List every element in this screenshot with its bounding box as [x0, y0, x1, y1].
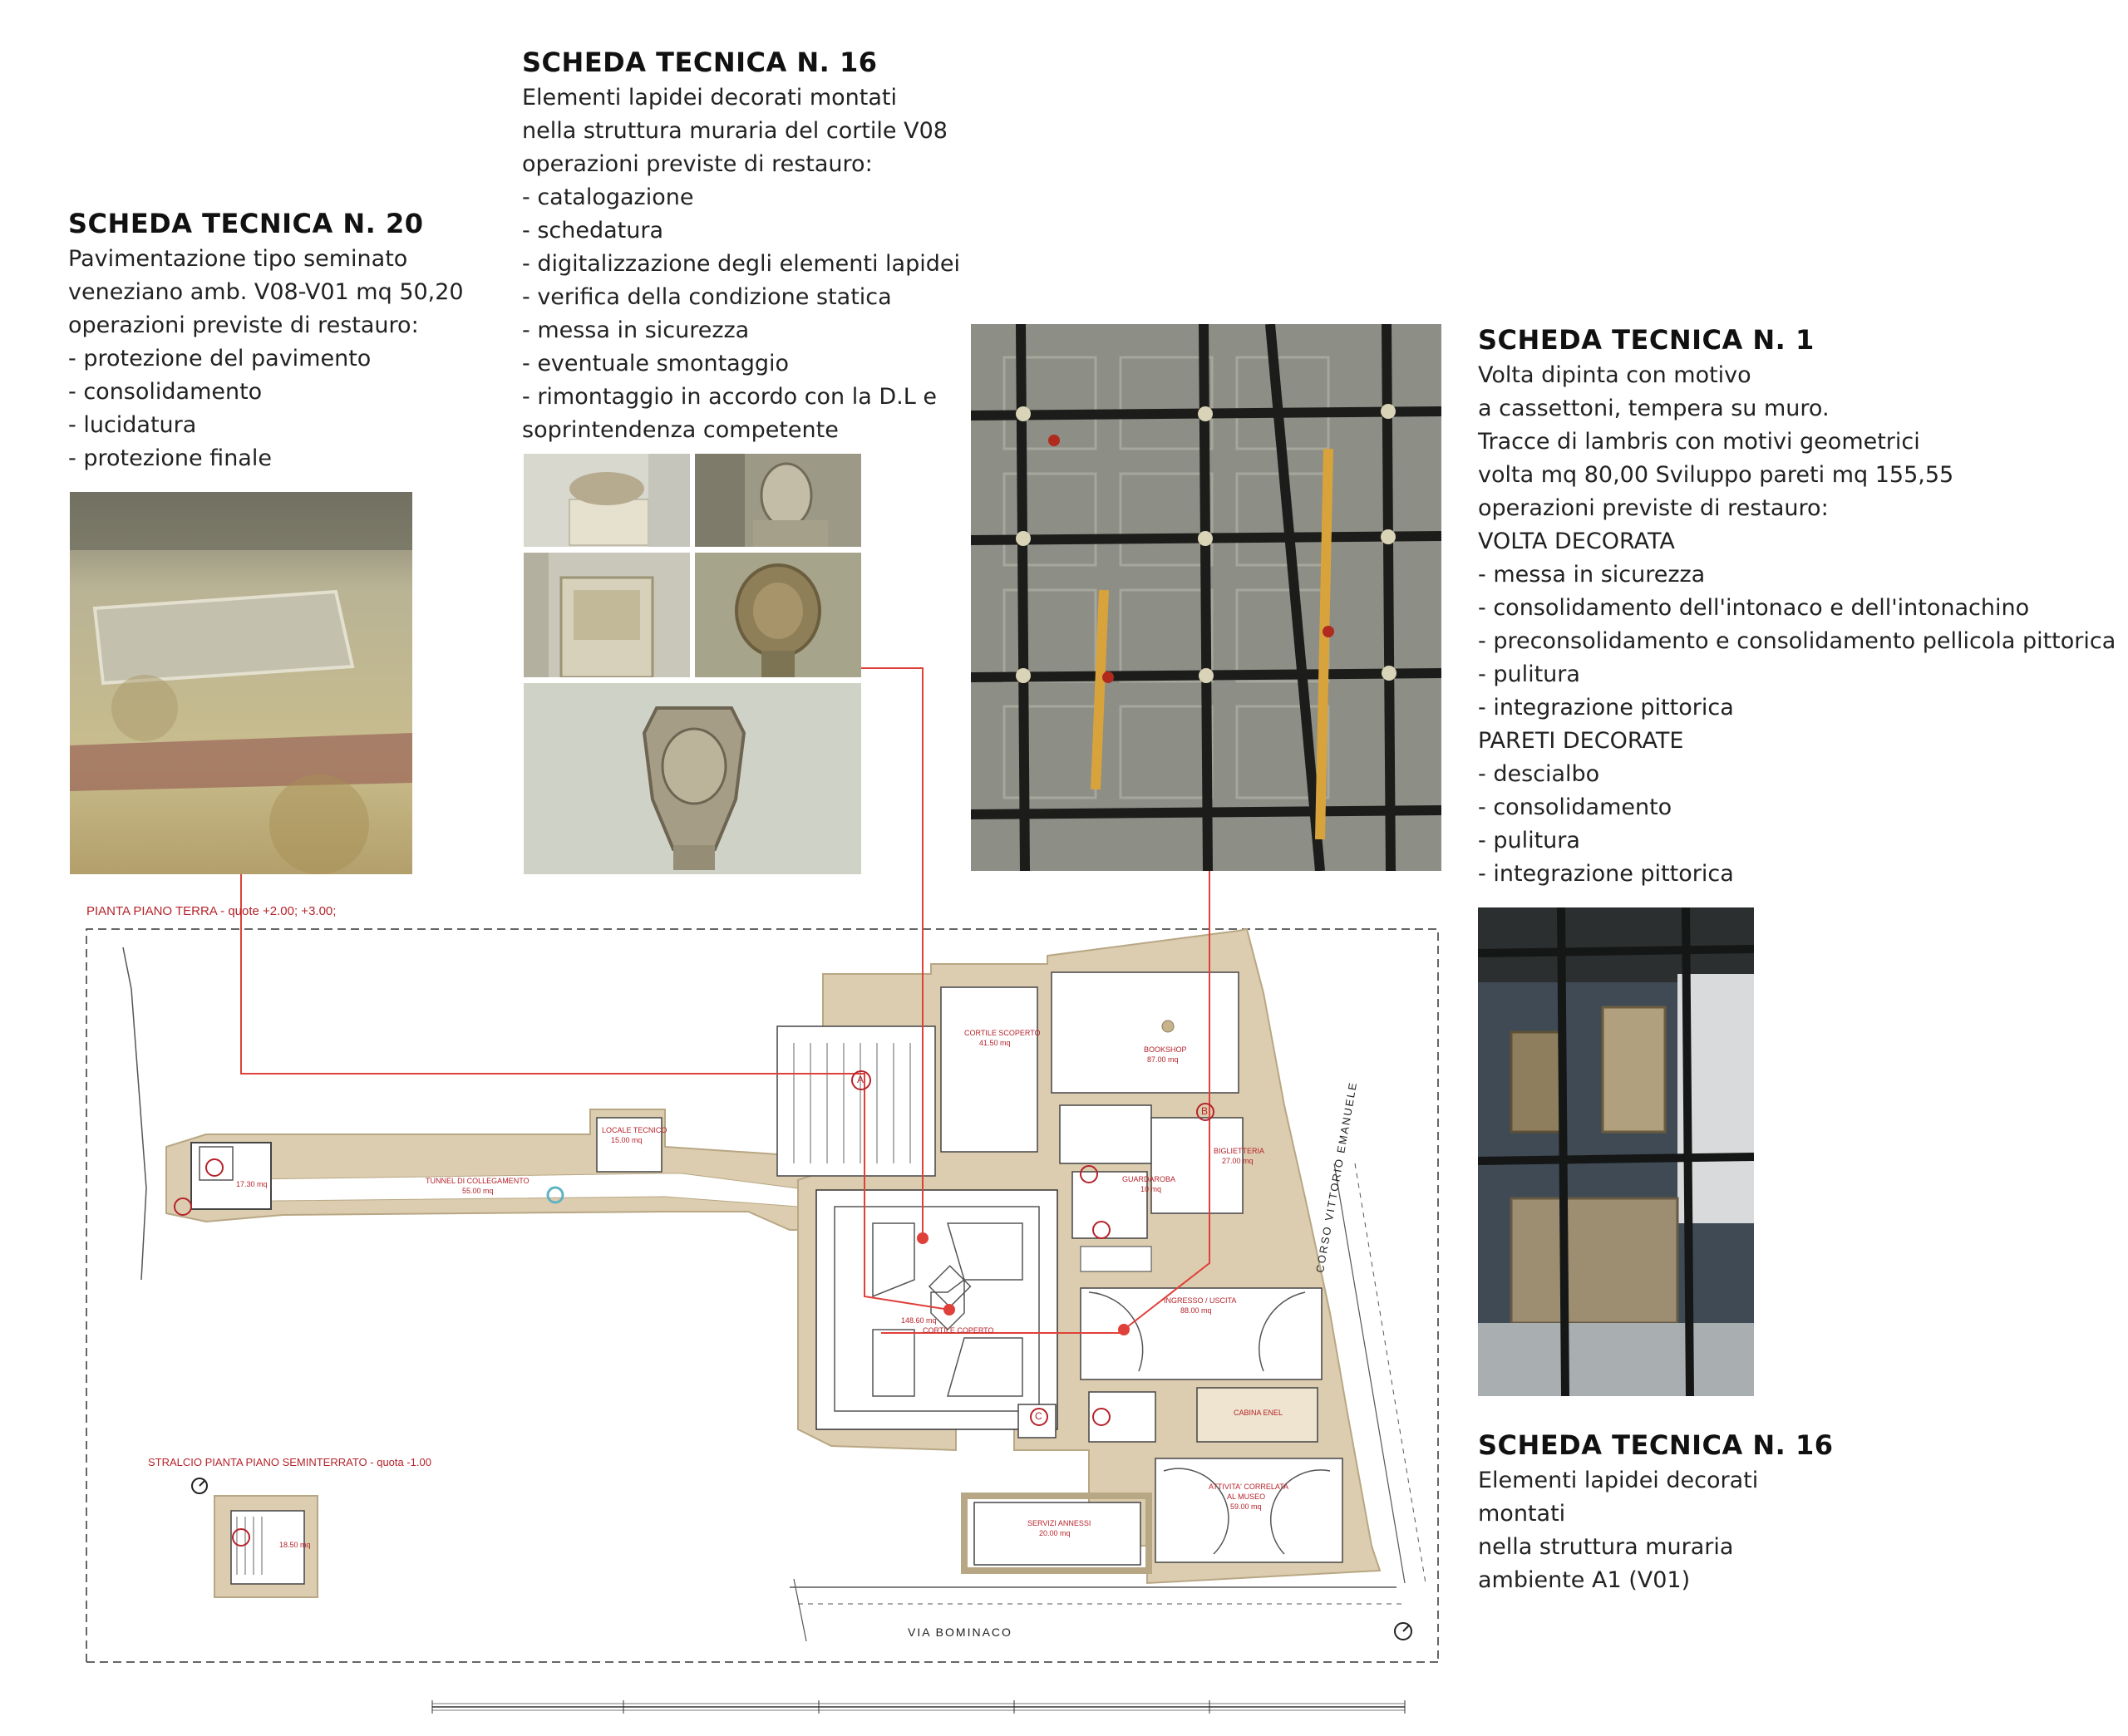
room-cabina: CABINA ENEL	[1234, 1409, 1283, 1417]
room-attivita-area: 59.00 mq	[1230, 1502, 1262, 1511]
room-guardaroba: GUARDAROBA	[1122, 1175, 1176, 1183]
card-line: ambiente A1 (V01)	[1478, 1567, 1691, 1593]
card-line: - verifica della condizione statica	[522, 284, 892, 310]
card-line: - protezione del pavimento	[68, 346, 372, 371]
card-title: SCHEDA TECNICA N. 1	[1478, 324, 1815, 356]
card-line: nella struttura muraria	[1478, 1534, 1734, 1560]
card-line: operazioni previste di restauro:	[522, 151, 873, 177]
card-line: - eventuale smontaggio	[522, 351, 790, 376]
card-line: montati	[1478, 1501, 1566, 1527]
room-tunnel-area: 55.00 mq	[462, 1187, 494, 1195]
card-title: SCHEDA TECNICA N. 20	[68, 208, 424, 239]
card-line: - protezione finale	[68, 445, 272, 471]
card-line: - consolidamento	[1478, 794, 1672, 820]
card-line: Pavimentazione tipo seminato	[68, 246, 408, 272]
card-line: - integrazione pittorica	[1478, 695, 1734, 720]
card-line: Tracce di lambris con motivi geometrici	[1478, 429, 1920, 455]
card-line: - consolidamento	[68, 379, 263, 405]
room-cortile-coperto: CORTILE COPERTO	[923, 1326, 994, 1335]
card-line: - lucidatura	[68, 412, 197, 438]
room-stair-area: 17.30 mq	[236, 1180, 268, 1188]
room-ingresso: INGRESSO / USCITA	[1164, 1296, 1237, 1305]
card-line: - digitalizzazione degli elementi lapidei	[522, 251, 960, 277]
card-title: SCHEDA TECNICA N. 16	[522, 47, 878, 78]
card-line: - descialbo	[1478, 761, 1600, 787]
room-cortile-coperto-area: 148.60 mq	[901, 1316, 937, 1325]
room-bookshop-area: 87.00 mq	[1147, 1055, 1179, 1064]
card-line: Volta dipinta con motivo	[1478, 362, 1751, 388]
card-line: - messa in sicurezza	[522, 317, 750, 343]
room-cortile-scoperto: CORTILE SCOPERTO	[964, 1029, 1041, 1037]
street-bottom: VIA BOMINACO	[908, 1625, 1012, 1639]
room-ingresso-area: 88.00 mq	[1180, 1306, 1212, 1315]
card-line: operazioni previste di restauro:	[1478, 495, 1829, 521]
room-bookshop: BOOKSHOP	[1144, 1045, 1187, 1054]
card-line: - catalogazione	[522, 184, 694, 210]
card-line: volta mq 80,00 Sviluppo pareti mq 155,55	[1478, 462, 1954, 488]
room-biglietteria: BIGLIETTERIA	[1214, 1147, 1265, 1155]
room-attivita: ATTIVITA' CORRELATA	[1209, 1483, 1289, 1491]
card-line: a cassettoni, tempera su muro.	[1478, 396, 1830, 421]
card-line: - preconsolidamento e consolidamento pellicola pittorica	[1478, 628, 2116, 654]
room-locale-tecnico: LOCALE TECNICO	[602, 1126, 667, 1134]
room-tunnel: TUNNEL DI COLLEGAMENTO	[426, 1177, 530, 1185]
room-basement-area: 18.50 mq	[279, 1541, 311, 1549]
room-locale-tecnico-area: 15.00 mq	[611, 1136, 643, 1144]
card-line: Elementi lapidei decorati	[1478, 1468, 1759, 1493]
card-line: - consolidamento dell'intonaco e dell'intonachino	[1478, 595, 2030, 621]
card-line: PARETI DECORATE	[1478, 728, 1684, 754]
room-servizi-area: 20.00 mq	[1039, 1529, 1071, 1537]
room-attivita-2: AL MUSEO	[1227, 1493, 1266, 1501]
card-line: - integrazione pittorica	[1478, 861, 1734, 887]
marker-c: C	[1035, 1410, 1042, 1422]
room-guardaroba-area: 10 mq	[1140, 1185, 1162, 1193]
marker-a: A	[857, 1074, 864, 1085]
card-line: - pulitura	[1478, 661, 1580, 687]
card-line: soprintendenza competente	[522, 417, 839, 443]
room-biglietteria-area: 27.00 mq	[1222, 1157, 1254, 1165]
card-line: nella struttura muraria del cortile V08	[522, 118, 948, 144]
marker-b: B	[1201, 1105, 1209, 1117]
plan-title: PIANTA PIANO TERRA - quote +2.00; +3.00;	[86, 904, 337, 918]
card-title: SCHEDA TECNICA N. 16	[1478, 1429, 1834, 1461]
card-line: veneziano amb. V08-V01 mq 50,20	[68, 279, 464, 305]
basement-title: STRALCIO PIANTA PIANO SEMINTERRATO - quota -1.00	[148, 1456, 431, 1468]
street-right: CORSO VITTORIO EMANUELE	[1313, 1079, 1360, 1274]
card-line: - schedatura	[522, 218, 663, 243]
room-cortile-scoperto-area: 41.50 mq	[979, 1039, 1011, 1047]
card-line: Elementi lapidei decorati montati	[522, 85, 897, 111]
room-servizi: SERVIZI ANNESSI	[1027, 1519, 1091, 1527]
card-line: VOLTA DECORATA	[1478, 529, 1675, 554]
card-line: - rimontaggio in accordo con la D.L e	[522, 384, 937, 410]
card-line: operazioni previste di restauro:	[68, 312, 419, 338]
card-line: - pulitura	[1478, 828, 1580, 853]
card-line: - messa in sicurezza	[1478, 562, 1706, 588]
